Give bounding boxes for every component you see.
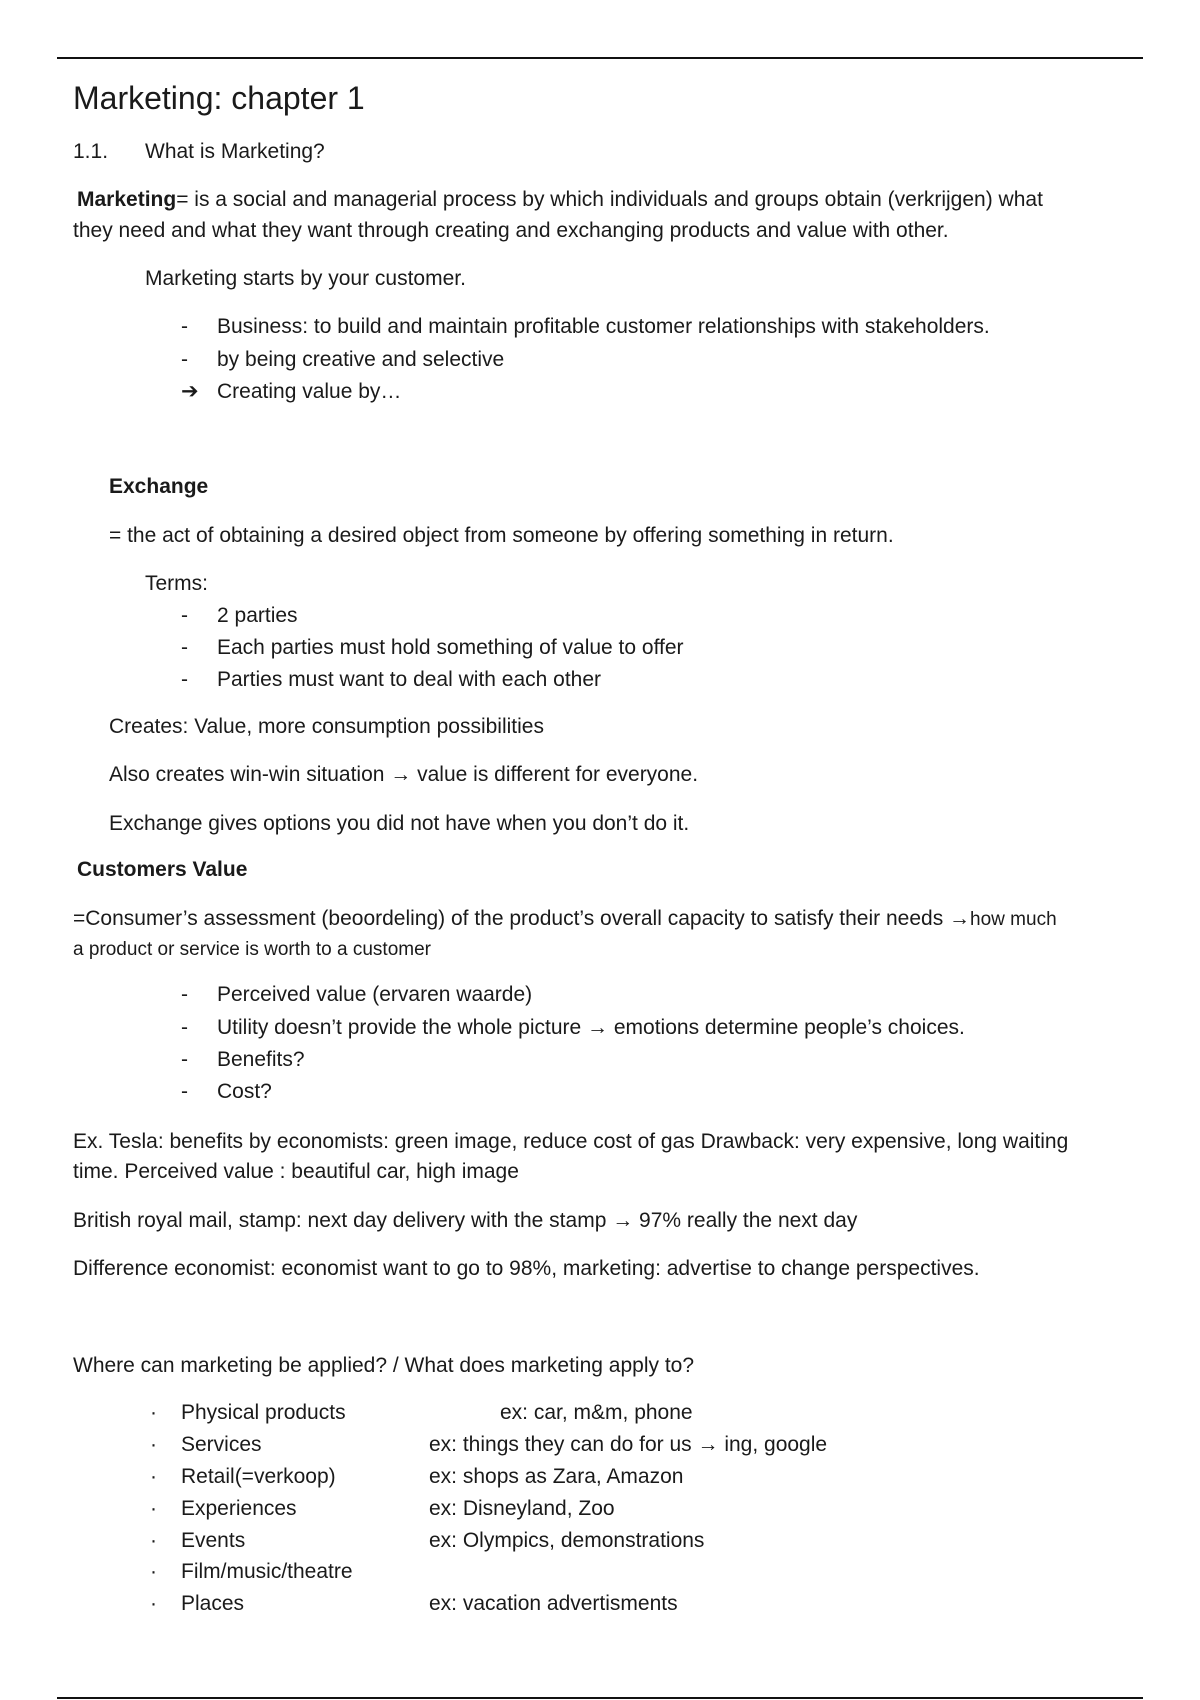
dash-bullet: - bbox=[181, 1016, 188, 1039]
marketing-definition-line2: they need and what they want through creating and exchanging products and value with other. bbox=[73, 219, 949, 242]
applied-question: Where can marketing be applied? / What does marketing apply to? bbox=[73, 1354, 695, 1377]
difference-text: Difference economist: economist want to go to 98%, marketing: advertise to change perspectives. bbox=[73, 1257, 980, 1280]
exchange-winwin: Also creates win-win situation → value is different for everyone. bbox=[109, 763, 699, 786]
royal-mail-text: British royal mail, stamp: next day delivery with the stamp → 97% really the next day bbox=[73, 1209, 858, 1232]
terms-label: Terms: bbox=[145, 572, 208, 595]
customer-value-heading: Customers Value bbox=[77, 858, 248, 881]
dot-bullet: · bbox=[150, 1529, 157, 1552]
dot-bullet: · bbox=[150, 1465, 157, 1488]
arrow-right-icon: ➔ bbox=[181, 380, 199, 403]
dot-bullet: · bbox=[150, 1433, 157, 1456]
dash-bullet: - bbox=[181, 1048, 188, 1071]
dash-bullet: - bbox=[181, 983, 188, 1006]
section-heading: What is Marketing? bbox=[145, 140, 325, 163]
marketing-definition-text: = is a social and managerial process by which individuals and groups obtain (verkrijgen) what bbox=[176, 188, 1043, 211]
exchange-heading: Exchange bbox=[109, 475, 209, 498]
starts-by-text: Marketing starts by your customer. bbox=[145, 267, 466, 290]
dash-bullet: - bbox=[181, 348, 188, 371]
dash-bullet: - bbox=[181, 636, 188, 659]
marketing-definition-line1 bbox=[77, 186, 1043, 214]
dot-bullet: · bbox=[150, 1401, 157, 1424]
section-number: 1.1. bbox=[73, 140, 109, 163]
dot-bullet: · bbox=[150, 1497, 157, 1520]
dash-bullet: - bbox=[181, 315, 188, 338]
marketing-term: Marketing bbox=[77, 188, 177, 211]
bottom-rule bbox=[57, 1697, 1143, 1699]
top-rule bbox=[57, 57, 1143, 59]
tesla-line2: time. Perceived value : beautiful car, high image bbox=[73, 1160, 519, 1183]
exchange-creates: Creates: Value, more consumption possibilities bbox=[109, 715, 544, 738]
dot-bullet: · bbox=[150, 1560, 157, 1583]
dash-bullet: - bbox=[181, 1080, 188, 1103]
dash-bullet: - bbox=[181, 668, 188, 691]
tesla-line1: Ex. Tesla: benefits by economists: green image, reduce cost of gas Drawback: very expensive, long waiting bbox=[73, 1130, 1069, 1153]
customer-value-definition-line1: =Consumer’s assessment (beoordeling) of the product’s overall capacity to satisfy their needs →how much bbox=[73, 907, 1057, 930]
page-title: Marketing: chapter 1 bbox=[73, 80, 365, 116]
customer-value-definition-line2: a product or service is worth to a customer bbox=[73, 939, 431, 960]
dash-bullet: - bbox=[181, 604, 188, 627]
exchange-options: Exchange gives options you did not have when you don’t do it. bbox=[109, 812, 690, 835]
exchange-definition: = the act of obtaining a desired object from someone by offering something in return. bbox=[109, 524, 894, 547]
dot-bullet: · bbox=[150, 1592, 157, 1615]
